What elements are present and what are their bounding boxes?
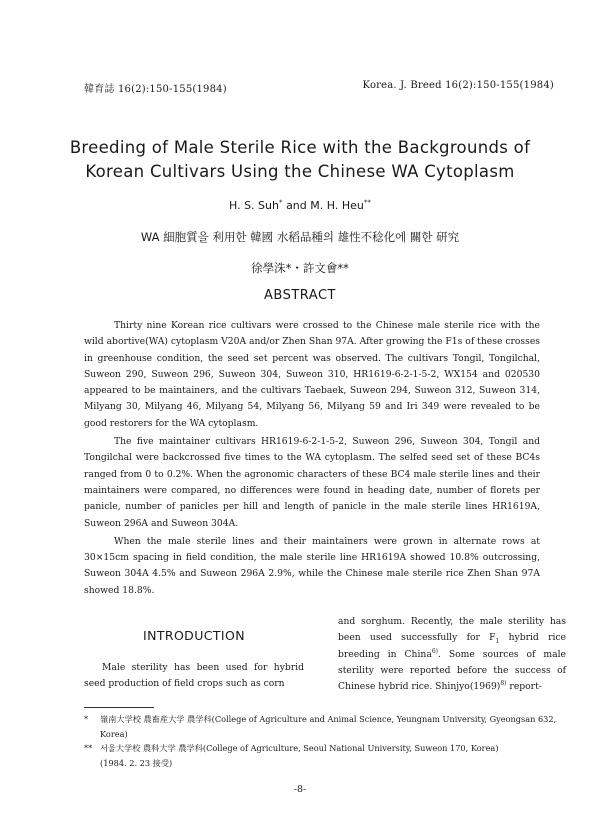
intro-right-text-2: hybrid rice breeding in China bbox=[338, 632, 566, 660]
intro-right-text-3: . Some sources of male sterility were reported before the success of Chinese hybrid rice. Shinjyo(1969) bbox=[338, 648, 566, 693]
author-1: H. S. Suh bbox=[229, 199, 279, 212]
korean-title: WA 細胞質을 利用한 韓國 水稻品種의 雄性不稔化에 關한 研究 bbox=[140, 230, 460, 244]
running-header-korean: 韓育誌 16(2):150-155(1984) bbox=[84, 84, 227, 95]
title-line-1: Breeding of Male Sterile Rice with the Backgrounds of bbox=[69, 138, 531, 157]
footnote-2 bbox=[84, 741, 574, 770]
paper-title bbox=[40, 136, 560, 184]
title-line-2: Korean Cultivars Using the Chinese WA Cytoplasm bbox=[85, 162, 515, 181]
author-2-mark: ** bbox=[363, 197, 371, 207]
footnote-1-text: 嶺南大学校 農畜産大学 農学科(College of Agriculture and Animal Science, Yeungnam University, Gyeongsan 632, Korea) bbox=[100, 714, 557, 739]
footnote-divider bbox=[84, 707, 154, 708]
introduction-left-column: Male sterility has been used for hybrid seed production of field crops such as corn bbox=[84, 662, 304, 690]
abstract-body bbox=[84, 318, 540, 599]
abstract-paragraph-1: Thirty nine Korean rice cultivars were crossed to the Chinese male sterile rice with the wild abortive(WA) cytoplasm V20A and/or Zhen Shan 97A. After growing the F1s of these crosses in greenhouse condition, the seed set percent was observed. The cultivars Tongil, Tongilchal, Suweon 290, Suweon 296, Suweon 304, Suweon 310, HR1619-6-2-1-5-2, WX154 and 020530 appeared to be maintainers, and the cultivars Taebaek, Suweon 294, Suweon 312, Suweon 314, Milyang 30, Milyang 46, Milyang 54, Milyang 56, Milyang 59 and Iri 349 were revealed to be good restorers for the WA cytoplasm. bbox=[84, 320, 540, 429]
footnotes bbox=[84, 712, 574, 770]
introduction-heading: INTRODUCTION bbox=[142, 628, 245, 643]
reference-6: 6) bbox=[431, 647, 438, 655]
intro-right-text-1: and sorghum. Recently, the male sterility has been used successfully for F bbox=[338, 616, 566, 644]
author-1-mark: * bbox=[278, 197, 283, 207]
abstract-paragraph-2: The five maintainer cultivars HR1619-6-2-1-5-2, Suweon 296, Suweon 304, Tongil and Tongilchal were backcrossed five times to the WA cytoplasm. The selfed seed set of these BC4s ranged from 0 to 0.2%. When the agronomic characters of these BC4 male sterile lines and their maintainers were compared, no differences were found in heading date, number of florets per panicle, number of panicles per hill and length of panicle in the male sterile lines HR1619A, Suweon 296A and Suweon 304A. bbox=[84, 436, 540, 529]
page-number: -8- bbox=[293, 784, 307, 795]
intro-right-text-4: report- bbox=[506, 681, 542, 693]
introduction-right-column bbox=[338, 614, 566, 695]
abstract-heading: ABSTRACT bbox=[264, 288, 336, 303]
abstract-paragraph-3: When the male sterile lines and their maintainers were grown in alternate rows at 30×15cm spacing in field condition, the male sterile line HR1619A showed 10.8% outcrossing, Suweon 304A 4.5% and Suweon 296A 2.9%, while the Chinese male sterile rice Zhen Shan 97A showed 18.8%. bbox=[84, 535, 540, 596]
received-date: (1984. 2. 23 接受) bbox=[100, 757, 173, 768]
intro-right-subscript: 1 bbox=[495, 638, 500, 646]
running-header-english: Korea. J. Breed 16(2):150-155(1984) bbox=[362, 80, 554, 91]
korean-authors: 徐學洙*・許文會** bbox=[251, 261, 349, 275]
footnote-2-affiliation: 서울大学校 農科大学 農学科(College of Agriculture, Seoul National University, Suweon 170, Korea) bbox=[100, 743, 499, 753]
reference-8: 8) bbox=[500, 680, 507, 688]
footnote-1 bbox=[84, 712, 574, 741]
footnote-2-text bbox=[100, 741, 574, 770]
author-conjunction: and bbox=[286, 199, 307, 212]
author-list bbox=[0, 199, 600, 212]
footnote-1-mark: * bbox=[84, 714, 89, 724]
author-2: M. H. Heu bbox=[310, 199, 364, 212]
footnote-2-mark: ** bbox=[84, 743, 93, 753]
